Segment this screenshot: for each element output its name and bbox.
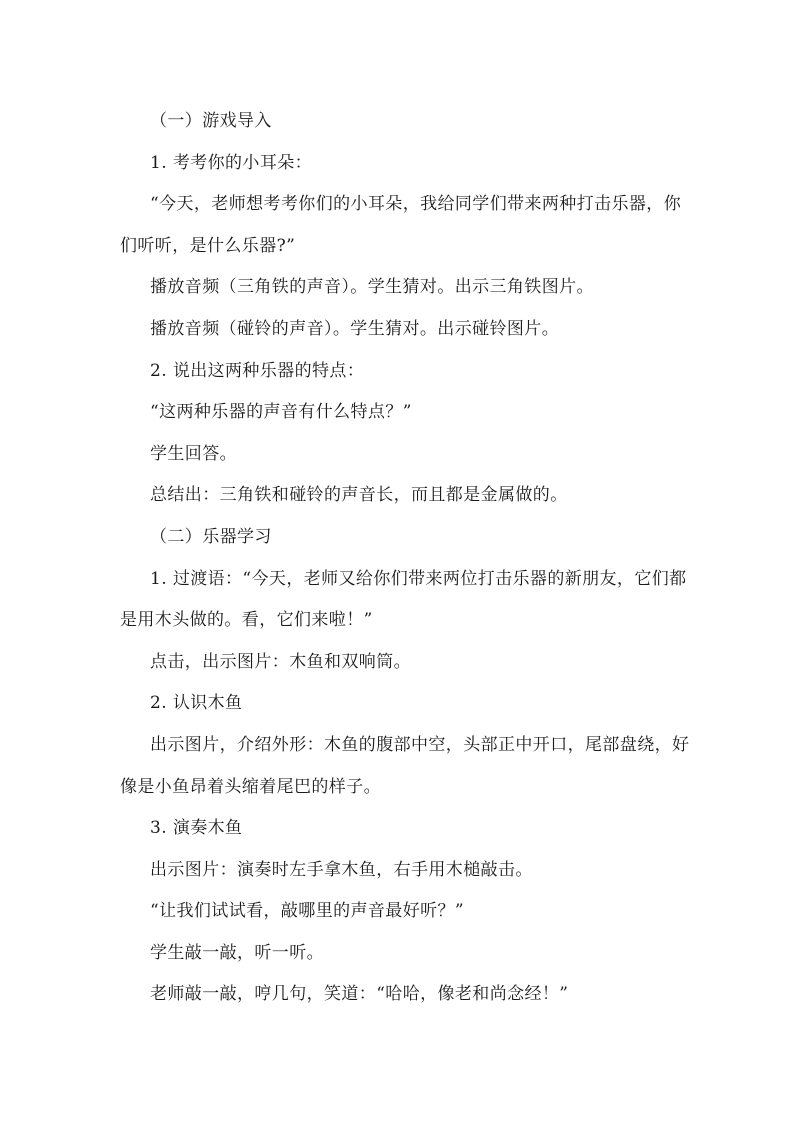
teacher-demo: 老师敲一敲，哼几句，笑道：“哈哈，像老和尚念经！” [150, 984, 569, 1005]
step-transition: 1. 过渡语：“今天，老师又给你们带来两位打击乐器的新朋友，它们都是用木头做的。看，它们来啦！” [120, 568, 687, 631]
section-heading-game-intro: （一）游戏导入 [150, 111, 272, 131]
muyu-playing-method: 出示图片：演奏时左手拿木鱼，右手用木槌敲击。 [150, 859, 533, 880]
student-try: 学生敲一敲，听一听。 [150, 942, 324, 963]
activity-bell-audio: 播放音频（碰铃的声音）。学生猜对。出示碰铃图片。 [150, 318, 560, 339]
step-play-muyu: 3. 演奏木鱼 [150, 818, 243, 839]
teacher-quote-try: “让我们试试看，敲哪里的声音最好听？” [150, 901, 464, 922]
muyu-description: 出示图片，介绍外形：木鱼的腹部中空，头部正中开口，尾部盘绕，好像是小鱼昂着头缩着尾巴的样子。 [120, 734, 690, 797]
step-instrument-features: 2. 说出这两种乐器的特点： [150, 360, 365, 381]
document-body [120, 101, 695, 1016]
section-heading-instrument-study: （二）乐器学习 [150, 526, 272, 547]
activity-show-images: 点击，出示图片：木鱼和双响筒。 [150, 651, 411, 672]
student-answer: 学生回答。 [150, 443, 237, 464]
teacher-quote-features: “这两种乐器的声音有什么特点？” [150, 402, 412, 423]
teacher-quote-instruments: “今天，老师想考考你们的小耳朵，我给同学们带来两种打击乐器，你们听听，是什么乐器?” [120, 194, 682, 256]
step-test-ears: 1. 考考你的小耳朵： [150, 152, 313, 173]
activity-triangle-audio: 播放音频（三角铁的声音）。学生猜对。出示三角铁图片。 [150, 277, 594, 298]
summary-metal: 总结出：三角铁和碰铃的声音长，而且都是金属做的。 [150, 485, 568, 506]
step-know-muyu: 2. 认识木鱼 [150, 693, 243, 714]
